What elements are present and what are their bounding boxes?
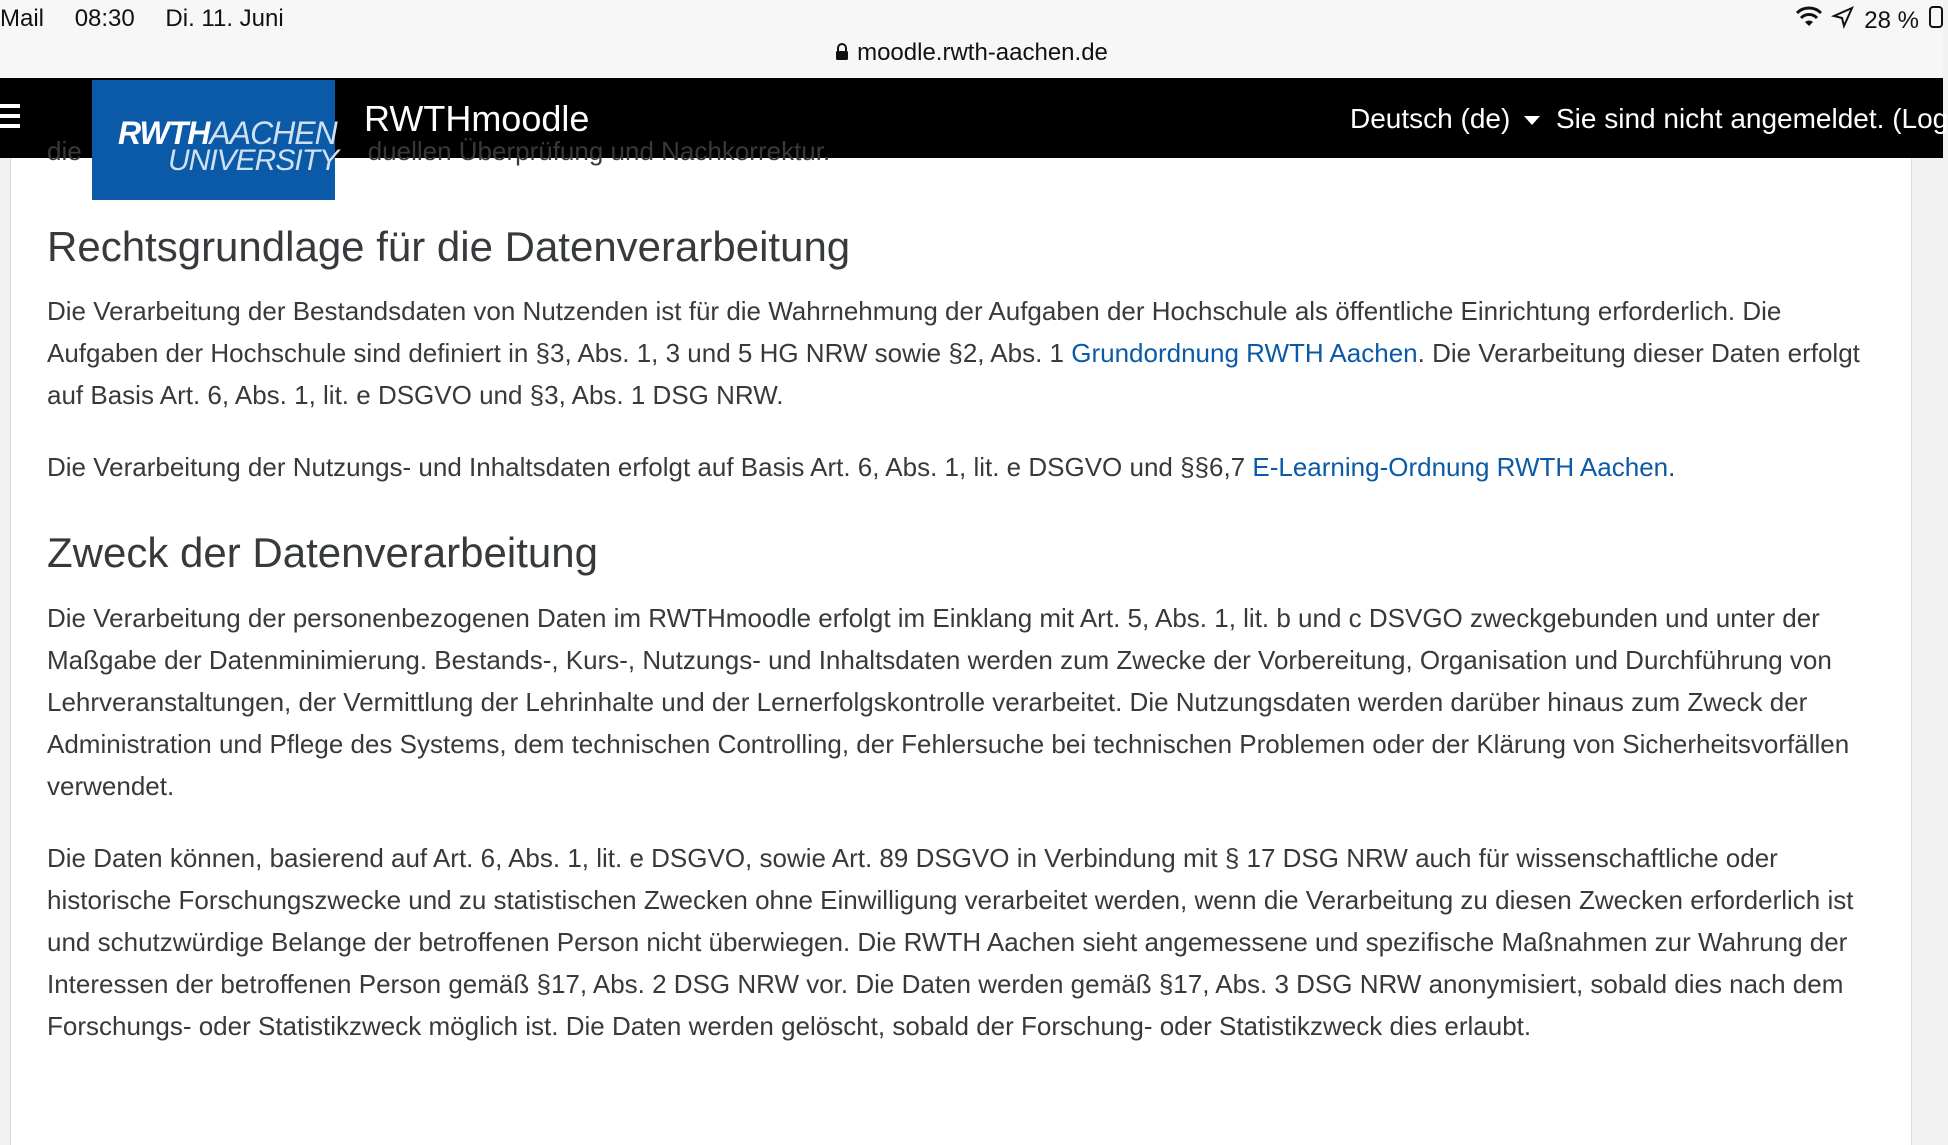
site-name[interactable]: RWTHmoodle <box>364 98 590 139</box>
status-time: 08:30 <box>74 5 135 32</box>
chevron-down-icon <box>1524 116 1540 125</box>
text: Die Verarbeitung der Nutzungs- und Inhaltsdaten erfolgt auf Basis Art. 6, Abs. 1, lit. e DSGVO und §§6,7 <box>47 452 1253 483</box>
text: . <box>1668 452 1676 483</box>
battery-percent: 28 % <box>1864 6 1919 34</box>
text: . Die Verarbeitung dieser Daten erfolgt auf Basis Art. 6, Abs. 1, lit. e DSGVO und §3, Abs. 1 DSG NRW. <box>47 338 1860 411</box>
main-content <box>10 136 1912 1145</box>
url-text: moodle.rwth-aachen.de <box>857 39 1108 66</box>
back-to-app-label[interactable]: Mail <box>0 5 45 32</box>
rwth-logo[interactable] <box>92 80 339 200</box>
logo-university-text: UNIVERSITY <box>168 144 339 177</box>
lock-icon <box>835 39 849 69</box>
login-status[interactable]: Sie sind nicht angemeldet. (Log <box>1556 103 1948 134</box>
ios-status-bar <box>0 0 1943 40</box>
logo-aachen-text: AACHEN <box>209 115 337 151</box>
cut-text-left: die <box>47 136 82 166</box>
language-menu[interactable] <box>1350 103 1540 135</box>
section-title-legal-basis: Rechtsgrundlage für die Datenverarbeitung <box>47 223 851 270</box>
location-arrow-icon <box>1832 6 1854 35</box>
paragraph-legal-basis-1 <box>47 290 1897 416</box>
paragraph-legal-basis-2 <box>47 446 1897 488</box>
language-label: Deutsch (de) <box>1350 103 1511 134</box>
menu-icon[interactable] <box>0 104 20 130</box>
text: Die Verarbeitung der Bestandsdaten von Nutzenden ist für die Wahrnehmung der Aufgaben der Hochschule als öffentliche Einrichtung erforderlich. Die Aufgaben der Hochschule sind definiert in §3, Abs. 1, 3 und 5 HG NRW sowie §2, Abs. 1 <box>47 296 1782 369</box>
battery-icon <box>1929 5 1943 36</box>
section-title-purpose: Zweck der Datenverarbeitung <box>47 529 598 577</box>
paragraph-purpose-1: Die Verarbeitung der personenbezogenen Daten im RWTHmoodle erfolgt im Einklang mit Art. 5, Abs. 1, lit. b und c DSVGO zweckgebunden und unter der Maßgabe der Datenminimierung. Bestands-, Kurs-, Nutzungs- und Inhaltsdaten werden zum Zwecke der Vorbereitung, Organisation und Durchführung von Lehrveranstaltungen, der Vermittlung der Lehrinhalte und der Lernerfolgskontrolle verarbeitet. Die Nutzungsdaten werden darüber hinaus zum Zweck der Administration und Pflege des Systems, dem technischen Controlling, der Fehlersuche bei technischen Problemen oder der Klärung von Sicherheitsvorfällen verwendet. <box>47 602 1850 801</box>
status-date: Di. 11. Juni <box>165 5 284 32</box>
paragraph-purpose-2: Die Daten können, basierend auf Art. 6, Abs. 1, lit. e DSGVO, sowie Art. 89 DSGVO in Verbindung mit § 17 DSG NRW auch für wissenschaftliche oder historische Forschungszwecke und zu statistischen Zwecken ohne Einwilligung verarbeitet werden, wenn die Verarbeitung zu diesen Zwecken erforderlich ist und schutzwürdige Belange der betroffenen Person nicht überwiegen. Die RWTH Aachen sieht angemessene und spezifische Maßnahmen zur Wahrung der Interessen der betroffenen Person gemäß §17, Abs. 2 DSG NRW vor. Die Daten werden gemäß §17, Abs. 3 DSG NRW anonymisiert, sobald dies nach dem Forschungs- oder Statistikzweck möglich ist. Die Daten werden gelöscht, sobald der Forschung- oder Statistikzweck dies erlaubt. <box>47 842 1854 1041</box>
wifi-icon <box>1796 6 1822 35</box>
address-bar[interactable] <box>0 38 1943 78</box>
link-elearning-ordnung[interactable]: E-Learning-Ordnung RWTH Aachen <box>1252 452 1669 483</box>
logo-rwth-text: RWTH <box>118 115 210 151</box>
cut-text-right: duellen Überprüfung und Nachkorrektur. <box>367 136 831 166</box>
link-grundordnung[interactable]: Grundordnung RWTH Aachen <box>1071 338 1418 369</box>
